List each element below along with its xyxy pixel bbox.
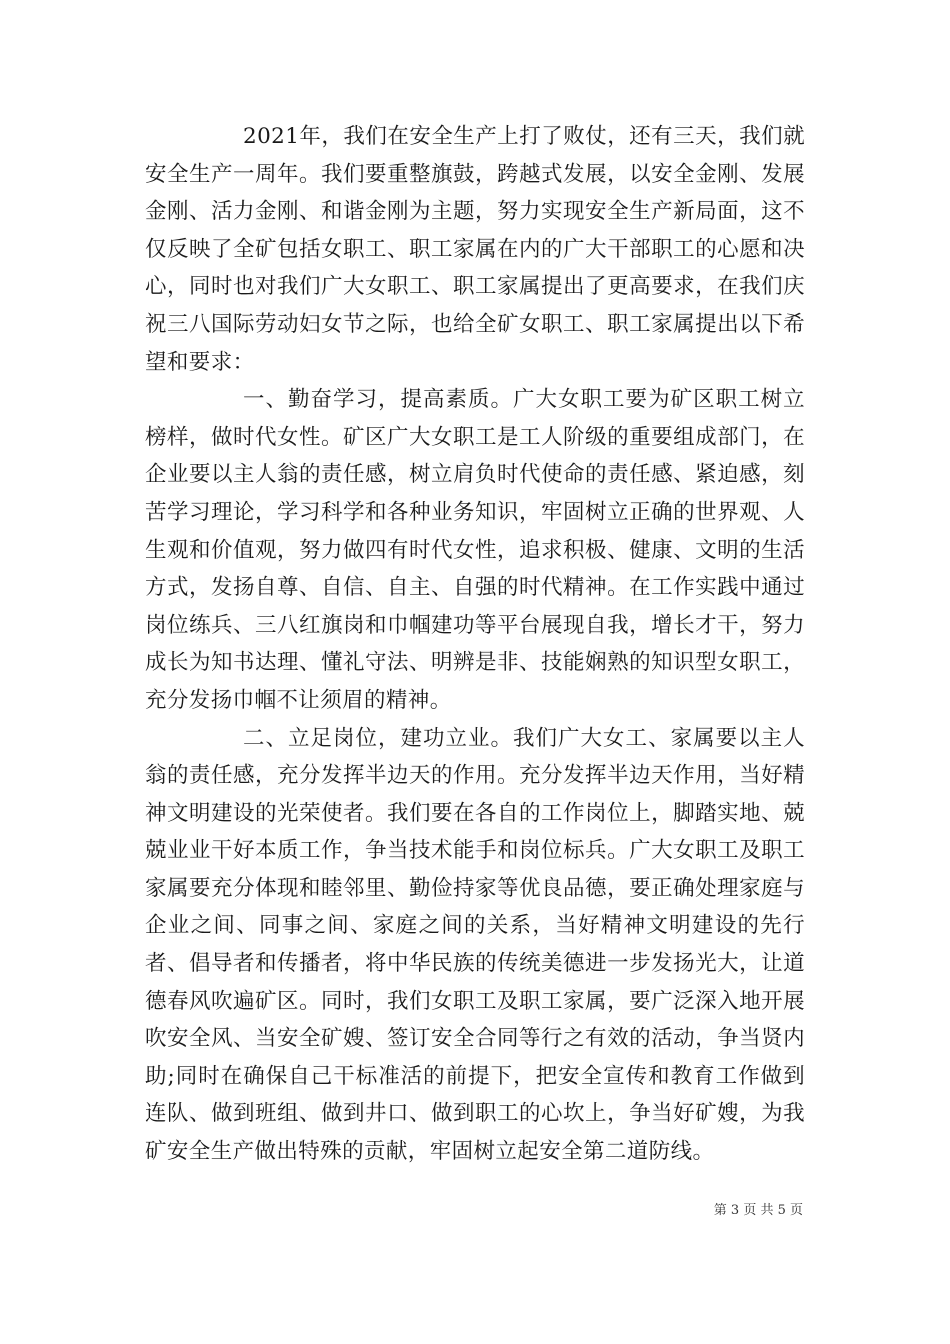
paragraph-intro: 2021年，我们在安全生产上打了败仗，还有三天，我们就安全生产一周年。我们要重整旗鼓，跨越式发展，以安全金刚、发展金刚、活力金刚、和谐金刚为主题，努力实现安全生产新局面，这不仅反映了全矿包括女职工、职工家属在内的广大干部职工的心愿和决心，同时也对我们广大女职工、职工家属提出了更高要求，在我们庆祝三八国际劳动妇女节之际，也给全矿女职工、职工家属提出以下希望和要求： bbox=[145, 124, 805, 375]
document-body bbox=[145, 118, 805, 1171]
paragraph-point-two: 二、立足岗位，建功立业。我们广大女工、家属要以主人翁的责任感，充分发挥半边天的作用。充分发挥半边天作用，当好精神文明建设的光荣使者。我们要在各自的工作岗位上，脚踏实地、兢兢业业干好本质工作，争当技术能手和岗位标兵。广大女职工及职工家属要充分体现和睦邻里、勤俭持家等优良品德，要正确处理家庭与企业之间、同事之间、家庭之间的关系，当好精神文明建设的先行者、倡导者和传播者，将中华民族的传统美德进一步发扬光大，让道德春风吹遍矿区。同时，我们女职工及职工家属，要广泛深入地开展吹安全风、当安全矿嫂、签订安全合同等行之有效的活动，争当贤内助;同时在确保自己干标准活的前提下，把安全宣传和教育工作做到连队、做到班组、做到井口、做到职工的心坎上，争当好矿嫂，为我矿安全生产做出特殊的贡献，牢固树立起安全第二道防线。 bbox=[145, 725, 805, 1165]
page-number-footer: 第 3 页 共 5 页 bbox=[713, 1203, 803, 1218]
paragraph-point-one: 一、勤奋学习，提高素质。广大女职工要为矿区职工树立榜样，做时代女性。矿区广大女职工是工人阶级的重要组成部门，在企业要以主人翁的责任感，树立肩负时代使命的责任感、紧迫感，刻苦学习理论，学习科学和各种业务知识，牢固树立正确的世界观、人生观和价值观，努力做四有时代女性，追求积极、健康、文明的生活方式，发扬自尊、自信、自主、自强的时代精神。在工作实践中通过岗位练兵、三八红旗岗和巾帼建功等平台展现自我，增长才干，努力成长为知书达理、懂礼守法、明辨是非、技能娴熟的知识型女职工，充分发扬巾帼不让须眉的精神。 bbox=[145, 387, 805, 713]
